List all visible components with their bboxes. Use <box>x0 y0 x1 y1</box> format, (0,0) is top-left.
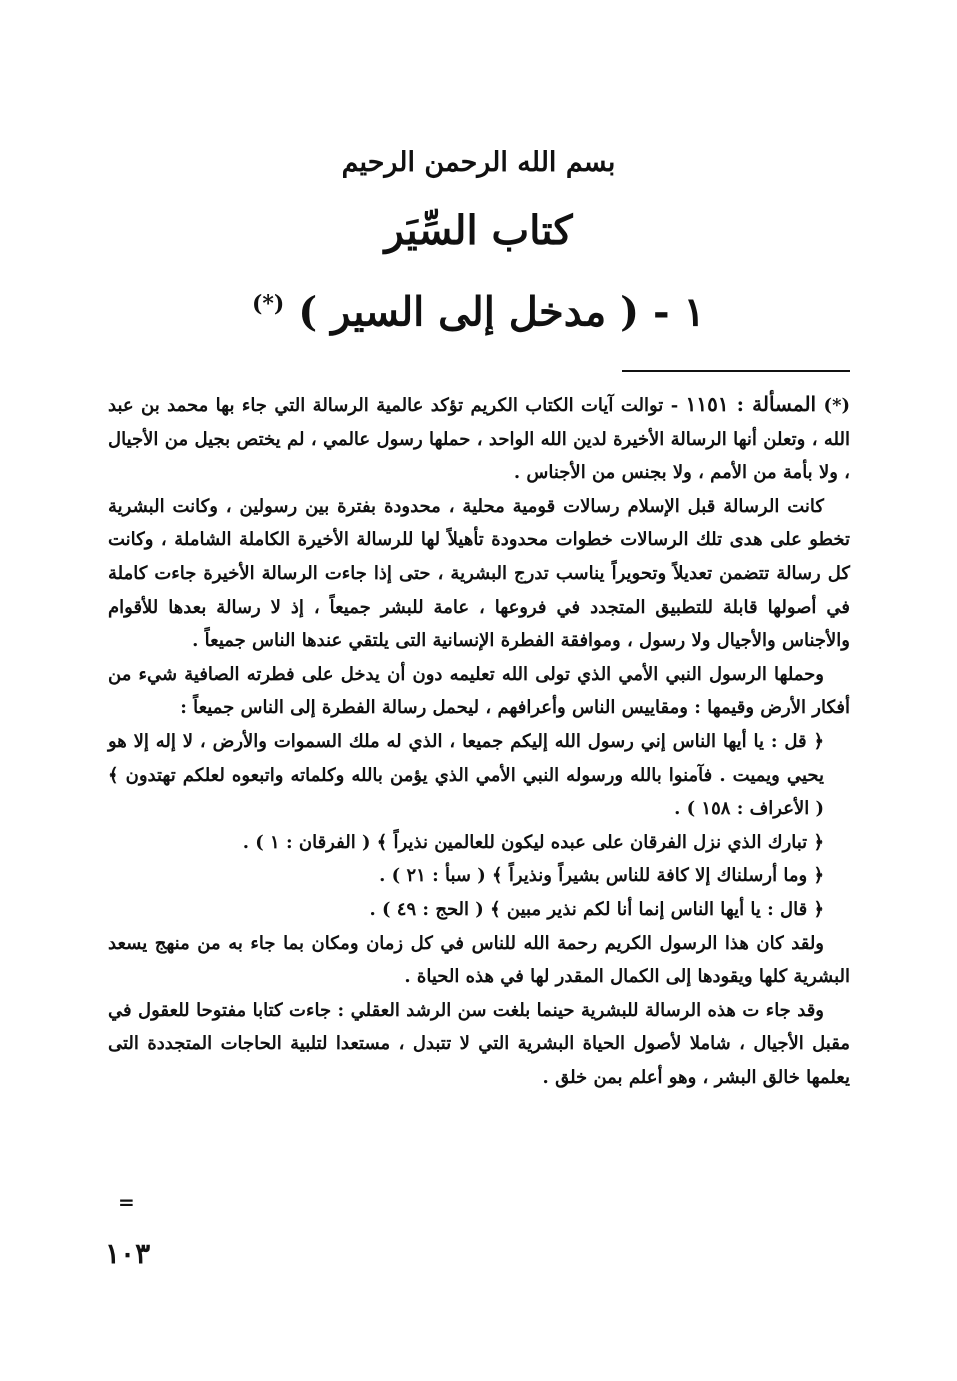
book-title: كتاب السِّيَر <box>384 207 573 254</box>
footnote-marker: (*) <box>823 395 850 416</box>
footnote-divider <box>622 370 850 372</box>
footnote-paragraph-5: وقد جاء ت هذه الرسالة للبشرية حينما بلغت سن الرشد العقلي : جاءت كتابا مفتوحا للعقول في مقبل الأجيال ، شاملا لأصول الحياة البشرية التي لا تتبدل ، مستعدا لتلبية الحاجات المتجددة التى يعلمها خالق البشر ، وهو أعلم بمن خلق . <box>108 999 850 1088</box>
continuation-mark: = <box>118 1190 135 1214</box>
footnote-body <box>108 388 850 1094</box>
section-title <box>0 278 957 338</box>
page-number: ١٠٣ <box>105 1237 151 1270</box>
footnote-paragraph-3: وحملها الرسول النبي الأمي الذي تولى الله تعليمه دون أن يدخل على فطرته الصافية شيء من أفكار الأرض وقيمها : ومقاييس الناس وأعرافهم ، ليحمل رسالة الفطرة إلى الناس جميعاً : <box>108 663 850 719</box>
quran-verse-4: ﴿ قال : يا أيها الناس إنما أنا لكم نذير مبين ﴾ ( الحج : ٤٩ ) . <box>369 898 824 920</box>
section-title-text: ١ - ( مدخل إلى السير ) <box>298 288 705 336</box>
quran-verse-3: ﴿ وما أرسلناك إلا كافة للناس بشيراً ونذيراً ﴾ ( سبأ : ٢١ ) . <box>379 865 824 887</box>
footnote-paragraph-2: كانت الرسالة قبل الإسلام رسالات قومية محلية ، محدودة بفترة بين رسولين ، وكانت البشرية تخطو على هدى تلك الرسالات خطوات محدودة تأهيلاً لها للرسالة الأخيرة الكاملة الشاملة ، وكانت كل رسالة تتضمن تعديلاً وتحويراً يناسب تدرج البشرية ، حتى إذا جاءت الرسالة الأخيرة جاءت كاملة في أصولها قابلة للتطبيق المتجدد في فروعها ، عامة للبشر جميعاً ، إذ لا رسالة بعدها للأقوام والأجناس والأجيال ولا رسول ، وموافقة الفطرة الإنسانية التى يلتقي عندها الناس جميعاً . <box>108 495 850 652</box>
section-footnote-marker: (*) <box>252 291 285 317</box>
footnote-label: المسألة : ١١٥١ <box>685 392 817 416</box>
footnote-paragraph-1-text: - توالت آيات الكتاب الكريم تؤكد عالمية الرسالة التي جاء بها محمد بن عبد الله ، وتعلن أنها الرسالة الأخيرة لدين الله الواحد ، حملها رسول عالمي ، لم يختص بجيل من الأجيال ، ولا بأمة من الأمم ، ولا بجنس من الأجناس . <box>108 395 851 484</box>
quran-verse-1: ﴿ قل : يا أيها الناس إني رسول الله إليكم جميعا ، الذي له ملك السموات والأرض ، لا إله إلا هو يحيي ويميت . فآمنوا بالله ورسوله النبي الأمي الذي يؤمن بالله وكلماته واتبعوه لعلكم تهتدون ﴾ ( الأعراف : ١٥٨ ) . <box>108 730 824 820</box>
footnote-paragraph-1 <box>108 388 850 490</box>
basmala-heading: بسم الله الرحمن الرحيم <box>341 147 616 178</box>
footnote-paragraph-4: ولقد كان هذا الرسول الكريم رحمة الله للناس في كل زمان ومكان بما جاء به من منهج يسعد البشرية كلها ويقودها إلى الكمال المقدر لها في هذه الحياة . <box>108 932 850 988</box>
quran-verse-2: ﴿ تبارك الذي نزل الفرقان على عبده ليكون للعالمين نذيراً ﴾ ( الفرقان : ١ ) . <box>242 831 824 853</box>
